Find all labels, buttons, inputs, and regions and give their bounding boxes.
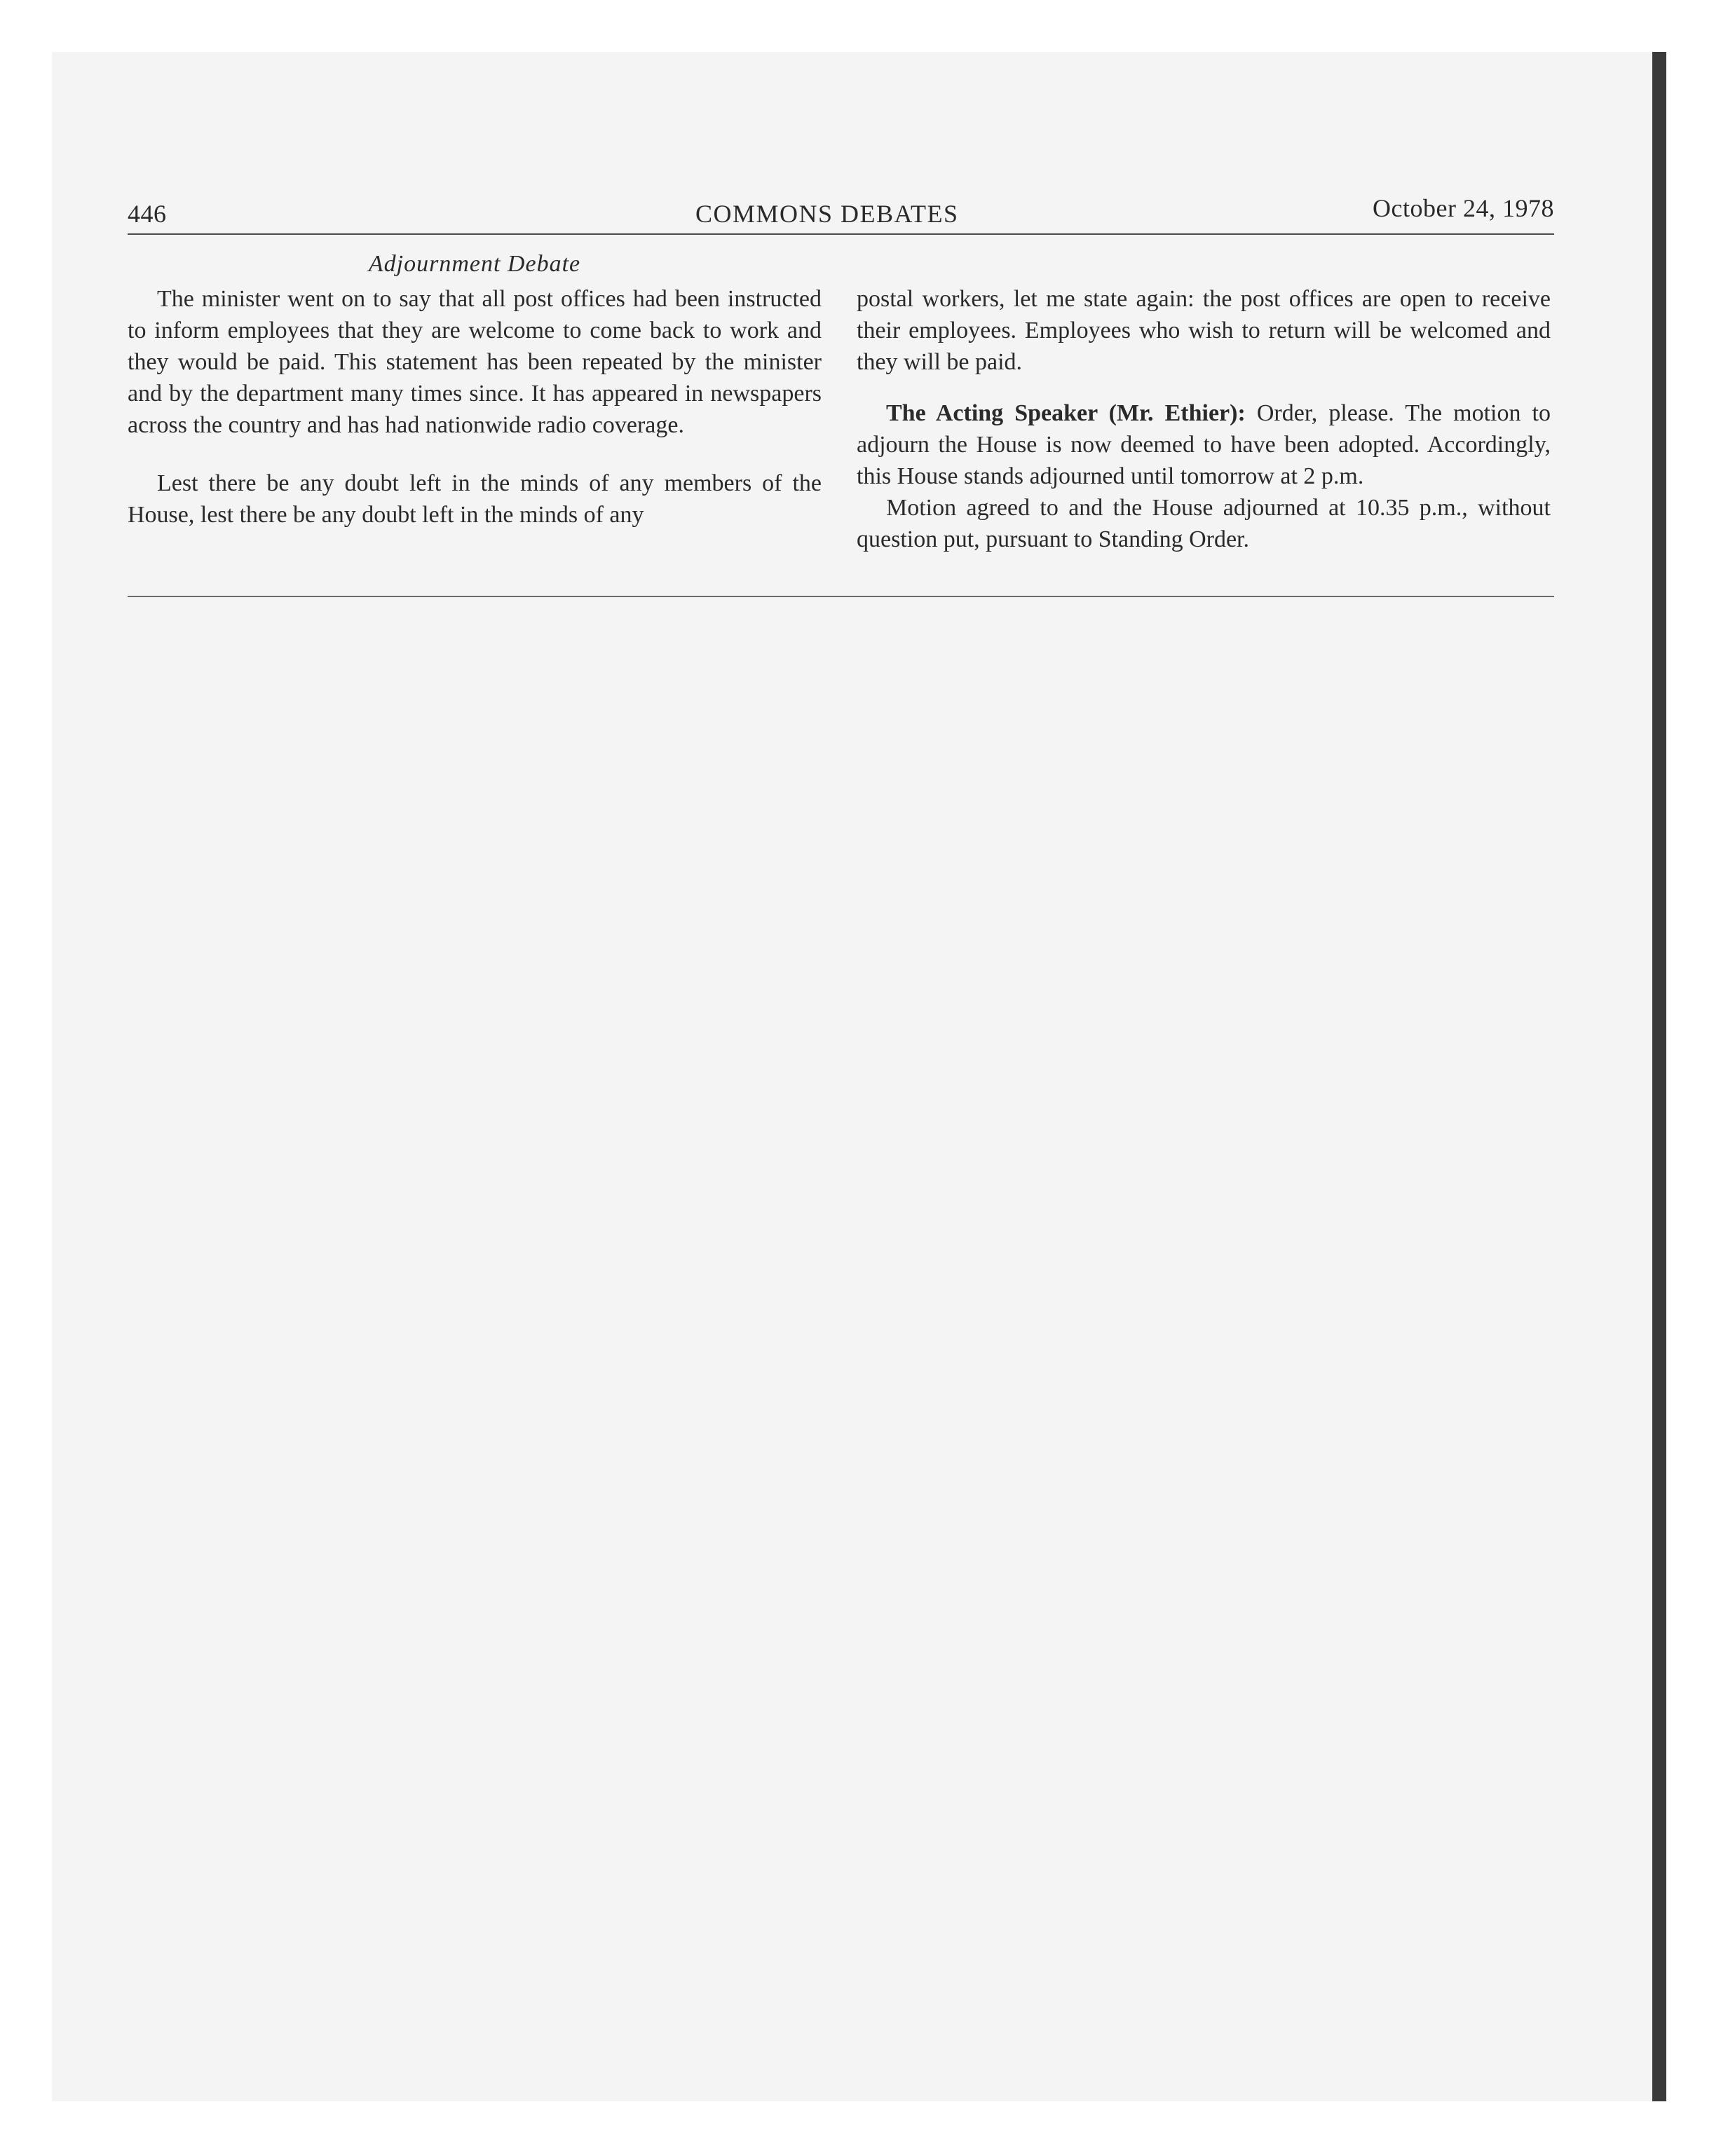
speaker-paragraph xyxy=(857,397,1551,492)
left-paragraph-1: The minister went on to say that all post offices had been instructed to inform employees that they are welcome to come back to work and they would be paid. This statement has been repeated by the minister and by the department many times since. It has appeared in newspapers across the country and has had nationwide radio coverage. xyxy=(128,286,822,438)
speaker-text: Order, please. The motion to adjourn the House is now deemed to have been adopted. Accordingly, this House stands adjourned until tomorrow at 2 p.m. xyxy=(857,400,1551,489)
header-rule xyxy=(128,233,1554,235)
closing-paragraph: Motion agreed to and the House adjourned at 10.35 p.m., without question put, pursuant to Standing Order. xyxy=(857,495,1551,552)
left-column xyxy=(128,283,822,531)
binding-edge xyxy=(1652,52,1666,2101)
section-title: Adjournment Debate xyxy=(368,251,581,277)
end-rule xyxy=(128,596,1554,597)
journal-title: COMMONS DEBATES xyxy=(695,200,959,228)
speaker-label: The Acting Speaker (Mr. Ethier): xyxy=(886,400,1246,426)
right-column xyxy=(857,283,1551,555)
right-paragraph-1: postal workers, let me state again: the post offices are open to receive their employees. Employees who wish to return will be welcomed and they will be paid. xyxy=(857,286,1551,375)
left-paragraph-2: Lest there be any doubt left in the minds of any members of the House, lest there be any doubt left in the minds of any xyxy=(128,470,822,528)
running-head xyxy=(128,196,1554,233)
page-number: 446 xyxy=(128,200,167,228)
issue-date: October 24, 1978 xyxy=(1373,194,1554,222)
